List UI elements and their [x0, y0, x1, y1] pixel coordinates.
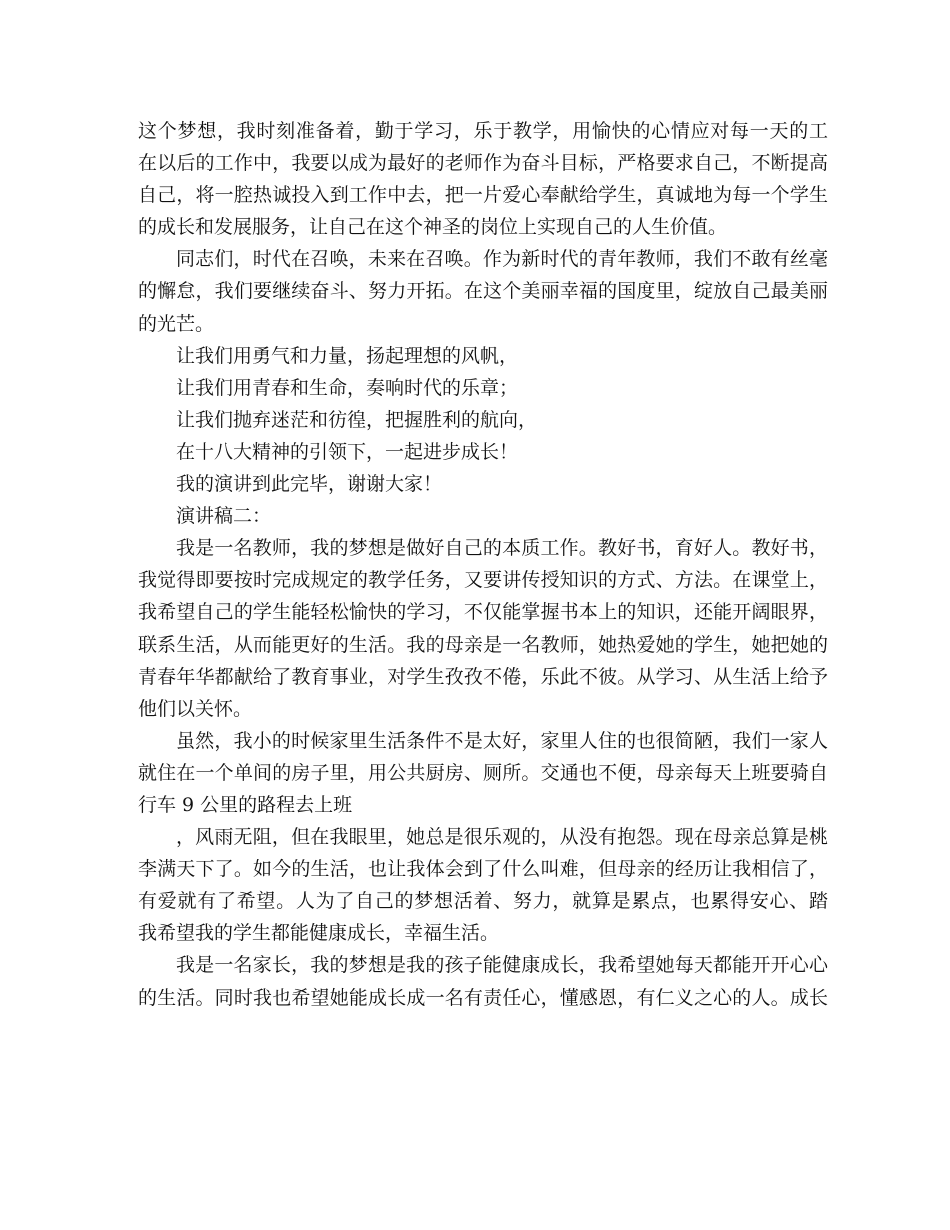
text-line: 的成长和发展服务，让自己在这个神圣的岗位上实现自己的人生价值。	[138, 216, 728, 239]
text-line: 联系生活，从而能更好的生活。我的母亲是一名教师，她热爱她的学生，她把她的	[138, 633, 828, 656]
text-line: ，风雨无阻，但在我眼里，她总是很乐观的，从没有抱怨。现在母亲总算是桃	[176, 826, 828, 849]
text-line: 我希望我的学生都能健康成长，幸福生活。	[138, 922, 500, 945]
text-line: 我是一名家长，我的梦想是我的孩子能健康成长，我希望她每天都能开开心心	[176, 954, 828, 977]
text-line: 同志们，时代在召唤，未来在召唤。作为新时代的青年教师，我们不敢有丝毫	[176, 248, 828, 271]
text-line: 有爱就有了希望。人为了自己的梦想活着、努力，就算是累点，也累得安心、踏	[138, 890, 828, 913]
text-line: 在以后的工作中，我要以成为最好的老师作为奋斗目标，严格要求自己，不断提高	[138, 152, 828, 175]
text-line: 自己，将一腔热诚投入到工作中去，把一片爱心奉献给学生，真诚地为每一个学生	[138, 184, 828, 207]
text-line: 演讲稿二：	[176, 505, 272, 528]
text-line: 我的演讲到此完毕，谢谢大家！	[176, 473, 443, 496]
text-line: 青春年华都献给了教育事业，对学生孜孜不倦，乐此不彼。从学习、从生活上给予	[138, 665, 828, 688]
text-line: 虽然，我小的时候家里生活条件不是太好，家里人住的也很简陋，我们一家人	[176, 729, 828, 752]
text-line: 让我们用青春和生命，奏响时代的乐章；	[176, 376, 519, 399]
text-line: 让我们抛弃迷茫和彷徨，把握胜利的航向，	[176, 408, 538, 431]
text-line: 就住在一个单间的房子里，用公共厨房、厕所。交通也不便，母亲每天上班要骑自	[138, 761, 828, 784]
text-line: 他们以关怀。	[138, 697, 253, 720]
text-line: 李满天下了。如今的生活，也让我体会到了什么叫难，但母亲的经历让我相信了，	[138, 858, 828, 881]
document-body	[138, 115, 828, 1014]
text-line: 我是一名教师，我的梦想是做好自己的本质工作。教好书，育好人。教好书，	[176, 537, 828, 560]
text-line: 我希望自己的学生能轻松愉快的学习，不仅能掌握书本上的知识，还能开阔眼界，	[138, 601, 828, 624]
text-line: 在十八大精神的引领下，一起进步成长！	[176, 440, 519, 463]
text-line: 的懈怠，我们要继续奋斗、努力开拓。在这个美丽幸福的国度里，绽放自己最美丽	[138, 280, 828, 303]
text-line: 的光芒。	[138, 312, 215, 335]
text-line: 让我们用勇气和力量，扬起理想的风帆，	[176, 344, 519, 367]
text-line: 行车 9 公里的路程去上班	[138, 793, 353, 816]
text-line: 我觉得即要按时完成规定的教学任务，又要讲传授知识的方式、方法。在课堂上，	[138, 569, 828, 592]
text-line: 这个梦想，我时刻准备着，勤于学习，乐于教学，用愉快的心情应对每一天的工	[138, 120, 828, 142]
text-line: 的生活。同时我也希望她能成长成一名有责任心，懂感恩，有仁义之心的人。成长	[138, 986, 828, 1009]
